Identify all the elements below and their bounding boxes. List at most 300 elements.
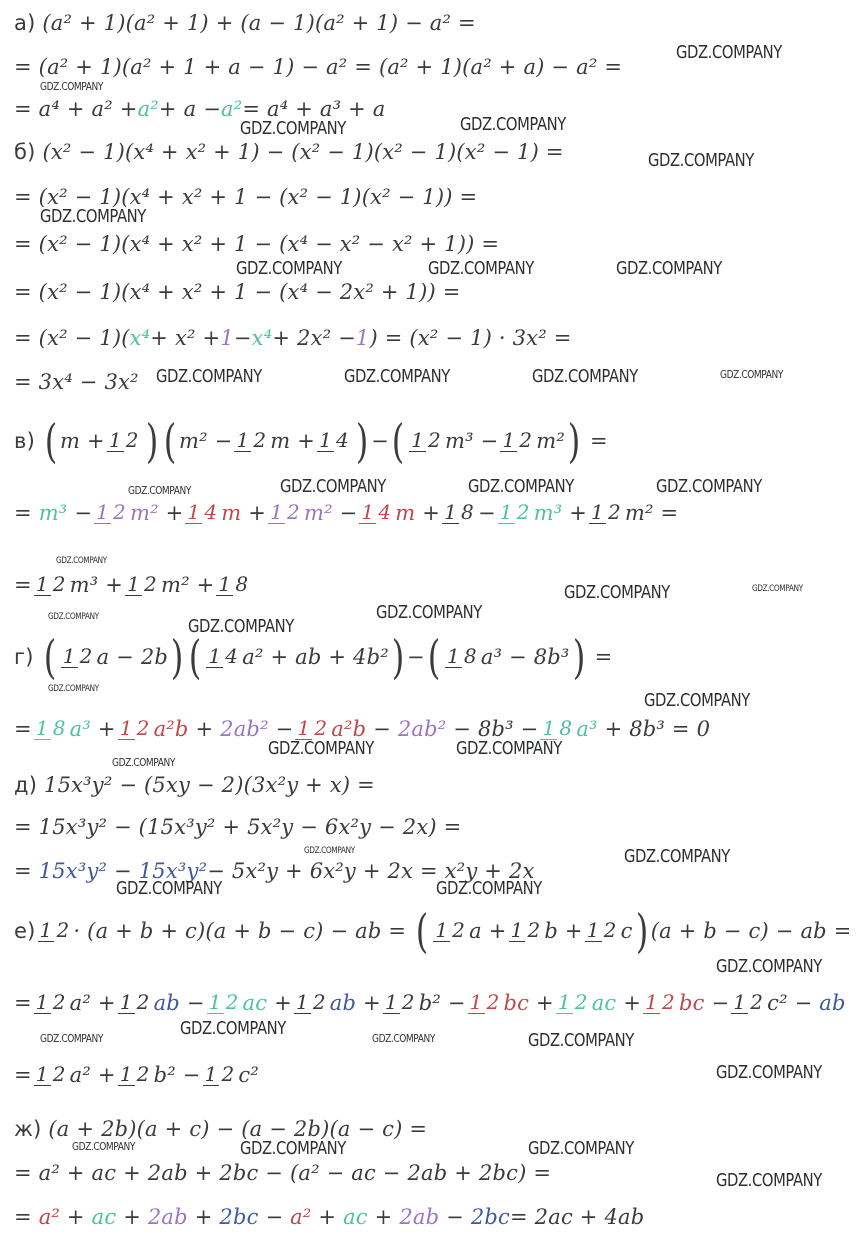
term-green: ac: [91, 1205, 117, 1229]
op: −: [520, 717, 539, 741]
num: 1: [319, 428, 333, 452]
op: −: [186, 991, 205, 1015]
op: −: [407, 645, 425, 669]
num: 1: [435, 918, 449, 942]
label-v: в): [14, 429, 35, 453]
fraction: [294, 992, 328, 1014]
op: −: [453, 717, 472, 741]
line-a3: [14, 88, 850, 130]
op: =: [590, 429, 608, 453]
paren: ): [355, 414, 369, 468]
term-blue: ab: [153, 991, 180, 1015]
watermark: GDZ.COMPANY: [676, 42, 782, 63]
term: b²: [418, 991, 441, 1015]
term-green: ac: [343, 1205, 368, 1229]
op: −: [794, 991, 813, 1015]
fraction: [118, 1064, 152, 1086]
op: =: [660, 501, 679, 525]
den: 2: [516, 500, 530, 524]
fraction: [442, 502, 476, 524]
fraction: [207, 992, 241, 1014]
term-purple: m²: [303, 501, 333, 525]
expr: (a + b − c) − ab =: [650, 919, 852, 943]
term-red: a²: [38, 1205, 61, 1229]
watermark: GDZ.COMPANY: [48, 684, 99, 694]
fraction: [433, 920, 467, 942]
fraction: [556, 992, 590, 1014]
op: +: [123, 1205, 141, 1229]
den: 2: [607, 500, 621, 524]
op: +: [536, 991, 554, 1015]
paren: ): [572, 630, 585, 684]
num: 1: [127, 572, 141, 596]
den: 2: [52, 1062, 66, 1086]
term: m²: [160, 573, 190, 597]
den: 2: [125, 428, 139, 452]
op: −: [74, 501, 93, 525]
paren: ): [145, 414, 159, 468]
term-green: a³: [69, 717, 92, 741]
num: 1: [270, 500, 284, 524]
num: 1: [119, 716, 133, 740]
op: +: [623, 991, 642, 1015]
fraction: [203, 1064, 237, 1086]
den: 2: [287, 500, 300, 524]
expr: a³ − 8b³: [480, 645, 570, 669]
fraction: [468, 992, 502, 1014]
op: =: [14, 573, 32, 597]
watermark: GDZ.COMPANY: [344, 366, 450, 387]
term: c²: [238, 1063, 259, 1087]
fraction: [34, 574, 68, 596]
line-a1: [14, 2, 850, 44]
den: 2: [486, 990, 500, 1014]
op: =: [14, 717, 32, 741]
watermark: GDZ.COMPANY: [128, 484, 191, 497]
fraction: [206, 646, 240, 668]
term-red: m: [395, 501, 416, 525]
op: ·: [73, 919, 81, 943]
paren: (: [163, 414, 177, 468]
op: −: [477, 501, 496, 525]
term-purple: m²: [129, 501, 159, 525]
watermark: GDZ.COMPANY: [716, 956, 822, 977]
watermark: GDZ.COMPANY: [116, 878, 222, 899]
den: 2: [136, 990, 150, 1014]
watermark: GDZ.COMPANY: [752, 584, 803, 594]
term-blue: 2bc: [470, 1205, 511, 1229]
watermark: GDZ.COMPANY: [648, 150, 754, 171]
expr: (x² − 1)(x⁴ + x² + 1) − (x² − 1)(x² − 1)(x² − 1) =: [42, 140, 564, 164]
den: 2: [221, 1062, 235, 1086]
den: 2: [314, 716, 328, 740]
expr: = 3x⁴ − 3x²: [14, 370, 139, 394]
op: −: [265, 1205, 284, 1229]
expr: (a² + 1)(a² + 1) + (a − 1)(a² + 1) − a² =: [42, 11, 476, 35]
watermark: GDZ.COMPANY: [436, 878, 542, 899]
op: +: [569, 501, 588, 525]
expr: = (x² − 1)(: [14, 326, 130, 350]
expr: a² + ab + 4b²: [242, 645, 389, 669]
den: 4: [204, 500, 218, 524]
expr: + 8b³ = 0: [604, 717, 711, 741]
den: 2: [79, 644, 93, 668]
fraction: [295, 718, 329, 740]
term-green: m³: [533, 501, 563, 525]
expr: + 2x² −: [272, 326, 356, 350]
expr: (a + b + c)(a + b − c) − ab =: [87, 919, 407, 943]
expr: 15x³y² − (5xy − 2)(3x²y + x) =: [44, 773, 375, 797]
paren: ): [567, 414, 581, 468]
den: 8: [559, 716, 573, 740]
watermark: GDZ.COMPANY: [240, 1138, 346, 1159]
den: 2: [312, 990, 326, 1014]
num: 1: [218, 572, 232, 596]
op: +: [318, 1205, 337, 1229]
watermark: GDZ.COMPANY: [564, 582, 670, 603]
expr: ) = (x² − 1) · 3x² =: [369, 326, 572, 350]
expr: c: [620, 919, 633, 943]
term-purple: 2ab: [399, 1205, 440, 1229]
term-red: a²b: [331, 717, 367, 741]
fraction: [585, 920, 619, 942]
den: 2: [452, 918, 466, 942]
label-b: б): [14, 140, 36, 164]
fraction: [118, 992, 152, 1014]
term-purple: 1: [220, 326, 234, 350]
op: =: [14, 991, 32, 1015]
term: 8b³: [477, 717, 514, 741]
op: −: [339, 501, 358, 525]
watermark: GDZ.COMPANY: [156, 366, 262, 387]
den: 2: [136, 1062, 150, 1086]
num: 1: [586, 918, 600, 942]
num: 1: [469, 990, 483, 1014]
term-blue: 2bc: [219, 1205, 259, 1229]
paren: ): [391, 630, 405, 684]
num: 1: [542, 716, 556, 740]
num: 1: [119, 1062, 133, 1086]
op: +: [374, 1205, 393, 1229]
den: 8: [461, 500, 474, 524]
term-red: a²: [290, 1205, 312, 1229]
term-green: a³: [576, 717, 598, 741]
num: 1: [733, 990, 747, 1014]
fraction: [234, 430, 268, 452]
op: =: [594, 645, 613, 669]
den: 2: [401, 990, 415, 1014]
expr: a − 2b: [96, 645, 169, 669]
expr: a +: [469, 919, 507, 943]
term-green: ac: [591, 991, 617, 1015]
num: 1: [236, 428, 250, 452]
den: 2: [574, 990, 588, 1014]
line-zh1: [14, 1108, 850, 1150]
op: −: [182, 1063, 201, 1087]
den: 2: [428, 428, 441, 452]
expr: m +: [60, 429, 105, 453]
watermark: GDZ.COMPANY: [716, 1062, 822, 1083]
term: m³: [69, 573, 99, 597]
den: 4: [336, 428, 349, 452]
watermark: GDZ.COMPANY: [456, 738, 562, 759]
fraction: [38, 920, 72, 942]
expr: m +: [270, 429, 316, 453]
op: +: [195, 717, 214, 741]
num: 1: [510, 918, 524, 942]
fraction: [216, 574, 250, 596]
expr: + x² +: [150, 326, 221, 350]
fraction: [445, 646, 479, 668]
op: =: [14, 1205, 32, 1229]
watermark: GDZ.COMPANY: [40, 1032, 103, 1045]
paren: (: [415, 904, 429, 958]
num: 1: [187, 500, 201, 524]
watermark: GDZ.COMPANY: [532, 366, 638, 387]
num: 1: [502, 428, 516, 452]
term: a²: [69, 1063, 92, 1087]
watermark: GDZ.COMPANY: [268, 738, 374, 759]
den: 2: [527, 918, 541, 942]
op: +: [97, 1063, 116, 1087]
line-e2: [14, 968, 850, 1038]
term-green: a²: [137, 97, 159, 121]
fraction: [643, 992, 677, 1014]
op: +: [196, 573, 215, 597]
op: −: [447, 991, 466, 1015]
op: −: [373, 717, 391, 741]
term: b²: [153, 1063, 176, 1087]
expr: − 5x²y + 6x²y + 2x = x²y + 2x: [207, 859, 535, 883]
den: 4: [225, 644, 239, 668]
expr: (a + 2b)(a + c) − (a − 2b)(a − c) =: [48, 1117, 428, 1141]
num: 1: [446, 644, 460, 668]
label-a: а): [14, 11, 36, 35]
num: 1: [645, 990, 659, 1014]
watermark: GDZ.COMPANY: [72, 1140, 135, 1153]
watermark: GDZ.COMPANY: [468, 476, 574, 497]
term-blue: 15x³y²: [38, 859, 108, 883]
op: +: [422, 501, 441, 525]
label-zh: ж): [14, 1117, 42, 1141]
op: +: [363, 991, 381, 1015]
op: +: [66, 1205, 85, 1229]
expr: + a −: [158, 97, 221, 121]
expr: m²: [536, 429, 565, 453]
watermark: GDZ.COMPANY: [716, 1170, 822, 1191]
num: 1: [35, 572, 49, 596]
term-green: x⁴: [129, 326, 151, 350]
fraction: [317, 430, 351, 452]
line-zh3: [14, 1196, 850, 1238]
term-purple: 2ab: [147, 1205, 188, 1229]
line-b5: [14, 317, 850, 359]
op: +: [274, 991, 292, 1015]
watermark: GDZ.COMPANY: [376, 602, 482, 623]
watermark: GDZ.COMPANY: [528, 1138, 634, 1159]
num: 1: [35, 990, 49, 1014]
watermark: GDZ.COMPANY: [112, 756, 175, 769]
watermark: GDZ.COMPANY: [48, 612, 99, 622]
term-red: m: [221, 501, 242, 525]
den: 2: [519, 428, 533, 452]
den: 2: [52, 572, 66, 596]
term-green: ac: [242, 991, 268, 1015]
expr: = a⁴ + a³ + a: [242, 97, 386, 121]
den: 2: [52, 990, 66, 1014]
watermark: GDZ.COMPANY: [304, 846, 355, 856]
op: −: [711, 991, 730, 1015]
num: 1: [62, 644, 76, 668]
num: 1: [96, 500, 110, 524]
op: −: [275, 717, 294, 741]
op: +: [248, 501, 267, 525]
fraction: [359, 502, 393, 524]
expr: = (a² + 1)(a² + 1 + a − 1) − a² = (a² + 1)(a² + a) − a² =: [14, 55, 623, 79]
paren: ): [635, 904, 648, 958]
num: 1: [557, 990, 571, 1014]
line-d1: [14, 764, 850, 806]
term-blue: ab: [329, 991, 357, 1015]
expr: m³ −: [444, 429, 499, 453]
den: 2: [253, 428, 267, 452]
num: 1: [411, 428, 425, 452]
num: 1: [499, 500, 513, 524]
fraction: [34, 1064, 68, 1086]
num: 1: [208, 644, 222, 668]
fraction: [268, 502, 302, 524]
op: +: [165, 501, 184, 525]
den: 8: [235, 572, 249, 596]
op: =: [14, 501, 32, 525]
fraction: [34, 718, 68, 740]
num: 1: [35, 716, 49, 740]
term-red: a²b: [153, 717, 189, 741]
term-purple: 2ab²: [397, 717, 447, 741]
num: 1: [208, 990, 222, 1014]
num: 1: [204, 1062, 218, 1086]
term: m²: [624, 501, 654, 525]
expr: = (x² − 1)(x⁴ + x² + 1 − (x⁴ − 2x² + 1)) =: [14, 280, 461, 304]
op: −: [446, 1205, 464, 1229]
fraction: [383, 992, 417, 1014]
num: 1: [444, 500, 458, 524]
term-blue: 15x³y²: [138, 859, 208, 883]
watermark: GDZ.COMPANY: [240, 118, 346, 139]
line-d2: [14, 806, 850, 848]
term: a²: [69, 991, 92, 1015]
fraction: [118, 718, 152, 740]
term-red: bc: [503, 991, 530, 1015]
fraction: [34, 992, 68, 1014]
watermark: GDZ.COMPANY: [188, 616, 294, 637]
watermark: GDZ.COMPANY: [656, 476, 762, 497]
expr: = (x² − 1)(x⁴ + x² + 1 − (x² − 1)(x² − 1)) =: [14, 185, 478, 209]
watermark: GDZ.COMPANY: [280, 476, 386, 497]
fraction: [409, 430, 443, 452]
paren: (: [44, 414, 58, 468]
expr: = (x² − 1)(x⁴ + x² + 1 − (x⁴ − x² − x² + 1)) =: [14, 232, 500, 256]
label-e: е): [14, 919, 36, 943]
den: 2: [662, 990, 675, 1014]
term-green: a²: [220, 97, 243, 121]
label-g: г): [14, 645, 34, 669]
den: 8: [52, 716, 66, 740]
den: 4: [378, 500, 392, 524]
num: 1: [35, 1062, 49, 1086]
den: 2: [750, 990, 764, 1014]
fraction: [509, 920, 543, 942]
num: 1: [361, 500, 375, 524]
term: c²: [767, 991, 788, 1015]
den: 2: [603, 918, 617, 942]
term-red: bc: [678, 991, 705, 1015]
paren: ): [170, 630, 184, 684]
num: 1: [295, 990, 309, 1014]
term-green: x⁴: [251, 326, 273, 350]
expr: b +: [544, 919, 583, 943]
fraction: [185, 502, 219, 524]
watermark: GDZ.COMPANY: [460, 114, 566, 135]
op: +: [105, 573, 124, 597]
fraction: [125, 574, 159, 596]
op: +: [194, 1205, 213, 1229]
watermark: GDZ.COMPANY: [428, 258, 534, 279]
expr: m² −: [179, 429, 233, 453]
fraction: [94, 502, 128, 524]
term-purple: 1: [355, 326, 370, 350]
watermark: GDZ.COMPANY: [372, 1032, 435, 1045]
watermark: GDZ.COMPANY: [624, 846, 730, 867]
watermark: GDZ.COMPANY: [616, 258, 722, 279]
watermark: GDZ.COMPANY: [56, 556, 107, 566]
expr: = 2ac + 4ab: [510, 1205, 645, 1229]
paren: (: [427, 630, 441, 684]
den: 2: [113, 500, 126, 524]
op: −: [114, 859, 132, 883]
paren: (: [391, 414, 405, 468]
term-green: m³: [38, 501, 68, 525]
watermark: GDZ.COMPANY: [40, 80, 103, 93]
paren: (: [188, 630, 202, 684]
fraction: [107, 430, 141, 452]
watermark: GDZ.COMPANY: [236, 258, 342, 279]
num: 1: [297, 716, 311, 740]
op: +: [97, 991, 116, 1015]
fraction: [731, 992, 765, 1014]
watermark: GDZ.COMPANY: [180, 1018, 286, 1039]
fraction: [500, 430, 534, 452]
expr: = a⁴ + a² +: [14, 97, 138, 121]
fraction: [61, 646, 95, 668]
num: 1: [108, 428, 122, 452]
num: 1: [39, 918, 53, 942]
term-purple: 2ab²: [220, 717, 269, 741]
paren: (: [43, 630, 56, 684]
op: =: [14, 859, 32, 883]
line-v1: [14, 406, 850, 476]
fraction: [589, 502, 623, 524]
label-d: д): [14, 773, 38, 797]
watermark: GDZ.COMPANY: [40, 206, 146, 227]
op: −: [371, 429, 389, 453]
den: 2: [225, 990, 239, 1014]
num: 1: [119, 990, 133, 1014]
watermark: GDZ.COMPANY: [644, 690, 750, 711]
watermark: GDZ.COMPANY: [528, 1030, 634, 1051]
den: 2: [56, 918, 70, 942]
num: 1: [384, 990, 398, 1014]
